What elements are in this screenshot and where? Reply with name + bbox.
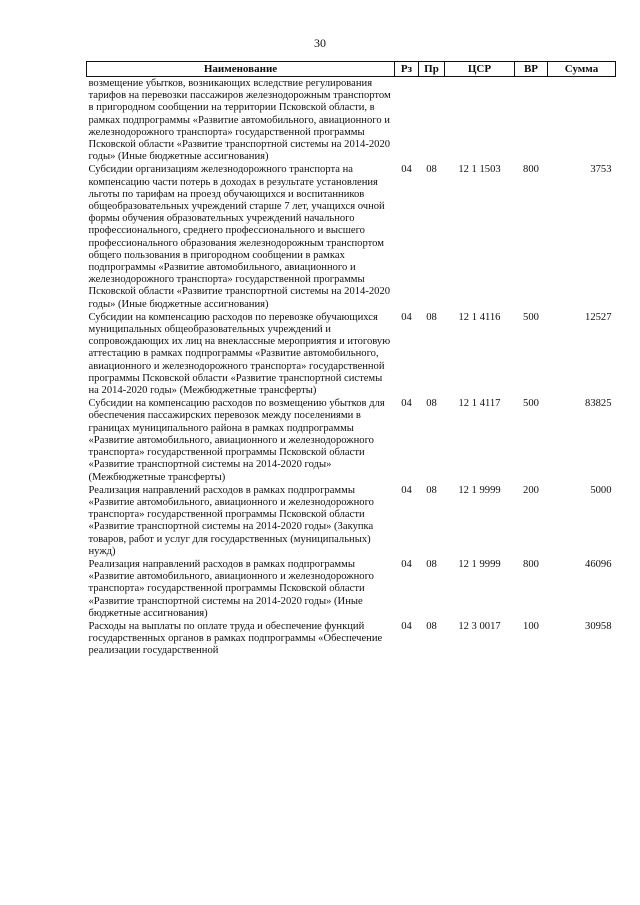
- row-rz: [395, 77, 419, 164]
- row-rz: 04: [401, 558, 412, 570]
- row-vr: 800: [523, 558, 539, 570]
- row-sum: 3753: [590, 164, 612, 176]
- row-rz: 04: [401, 484, 412, 496]
- row-csr: 12 3 0017: [458, 620, 501, 632]
- row-sum: [548, 77, 616, 164]
- table-row: [87, 484, 616, 558]
- row-rz: 04: [401, 164, 412, 176]
- row-rz: 04: [401, 620, 412, 632]
- header-vr: ВР: [515, 62, 548, 77]
- header-sum: Сумма: [548, 62, 616, 77]
- row-name: Реализация направлений расходов в рамках подпрограммы «Развитие автомобильного, авиационного и железнодорожного транспорта» государственной программы Псковской области «Развитие транспортной системы на 2014-2020 годы» (Закупка товаров, работ и услуг для государственных (муниципальных) нужд): [88, 484, 374, 557]
- row-csr: 12 1 9999: [458, 484, 501, 496]
- table-row: [87, 397, 616, 483]
- page-number: 30: [314, 36, 326, 50]
- table-row: [87, 77, 616, 164]
- row-sum: 46096: [585, 558, 612, 570]
- row-pr: 08: [426, 164, 437, 176]
- row-name: возмещение убытков, возникающих вследствие регулирования тарифов на перевозки пассажиров железнодорожным транспортом в пригородном сообщении на территории Псковской области, в рамках подпрограммы «Развитие автомобильного, авиационного и железнодорожного транспорта» государственной программы Псковской области «Развитие транспортной системы на 2014-2020 годы» (Иные бюджетные ассигнования): [88, 78, 391, 163]
- row-csr: 12 1 4116: [458, 311, 501, 323]
- row-sum: 30958: [585, 620, 612, 632]
- header-name: Наименование: [87, 62, 395, 77]
- row-vr: 100: [523, 620, 539, 632]
- row-name: Субсидии на компенсацию расходов по возмещению убытков для обеспечения пассажирских перевозок между поселениями в границах муниципального района в рамках подпрограммы «Развитие автомобильного, авиационного и железнодорожного транспорта» государственной программы Псковской области «Развитие транспортной системы на 2014-2020 годы» (Межбюджетные трансферты): [88, 398, 385, 483]
- row-csr: [445, 77, 515, 164]
- row-vr: 200: [523, 484, 539, 496]
- table-row: [87, 311, 616, 397]
- row-vr: 500: [523, 398, 539, 410]
- row-sum: 5000: [590, 484, 612, 496]
- row-name: Субсидии на компенсацию расходов по перевозке обучающихся муниципальных общеобразовательных учреждений и сопровождающих их лиц на внеклассные мероприятия и итоговую аттестацию в рамках подпрограммы «Развитие автомобильного, авиационного и железнодорожного транспорта» государственной программы Псковской области «Развитие транспортной системы на 2014-2020 годы» (Межбюджетные трансферты): [88, 311, 391, 397]
- row-csr: 12 1 1503: [458, 164, 501, 176]
- row-sum: 83825: [585, 398, 612, 410]
- budget-table: [86, 61, 616, 658]
- table-row: [87, 163, 616, 310]
- row-rz: 04: [401, 311, 412, 323]
- row-vr: 800: [523, 164, 539, 176]
- header-rz: Рз: [395, 62, 419, 77]
- row-pr: 08: [426, 484, 437, 496]
- row-rz: 04: [401, 398, 412, 410]
- row-csr: 12 1 4117: [458, 398, 501, 410]
- header-csr: ЦСР: [445, 62, 515, 77]
- row-pr: [419, 77, 445, 164]
- row-pr: 08: [426, 558, 437, 570]
- row-name: Расходы на выплаты по оплате труда и обеспечение функций государственных органов в рамках подпрограммы «Обеспечение реализации государственной: [88, 620, 383, 657]
- header-pr: Пр: [419, 62, 445, 77]
- table-header-row: [87, 62, 616, 77]
- row-pr: 08: [426, 311, 437, 323]
- row-pr: 08: [426, 398, 437, 410]
- row-vr: [515, 77, 548, 164]
- row-vr: 500: [523, 311, 539, 323]
- row-sum: 12527: [585, 311, 612, 323]
- table-row: [87, 558, 616, 620]
- row-name: Субсидии организациям железнодорожного транспорта на компенсацию части потерь в доходах в результате установления льготы по тарифам на проезд обучающихся и воспитанников общеобразовательных учреждений старше 7 лет, учащихся очной формы обучения образовательных учреждений начального профессионального, среднего профессионального и высшего профессионального образования железнодорожным транспортом общего пользования в пригородном сообщении в рамках подпрограммы «Развитие автомобильного, авиационного и железнодорожного транспорта» государственной программы Псковской области «Развитие транспортной системы на 2014-2020 годы» (Иные бюджетные ассигнования): [88, 164, 391, 310]
- row-pr: 08: [426, 620, 437, 632]
- row-name: Реализация направлений расходов в рамках подпрограммы «Развитие автомобильного, авиационного и железнодорожного транспорта» государственной программы Псковской области «Развитие транспортной системы на 2014-2020 годы» (Иные бюджетные ассигнования): [88, 558, 374, 619]
- row-csr: 12 1 9999: [458, 558, 501, 570]
- table-row: [87, 620, 616, 658]
